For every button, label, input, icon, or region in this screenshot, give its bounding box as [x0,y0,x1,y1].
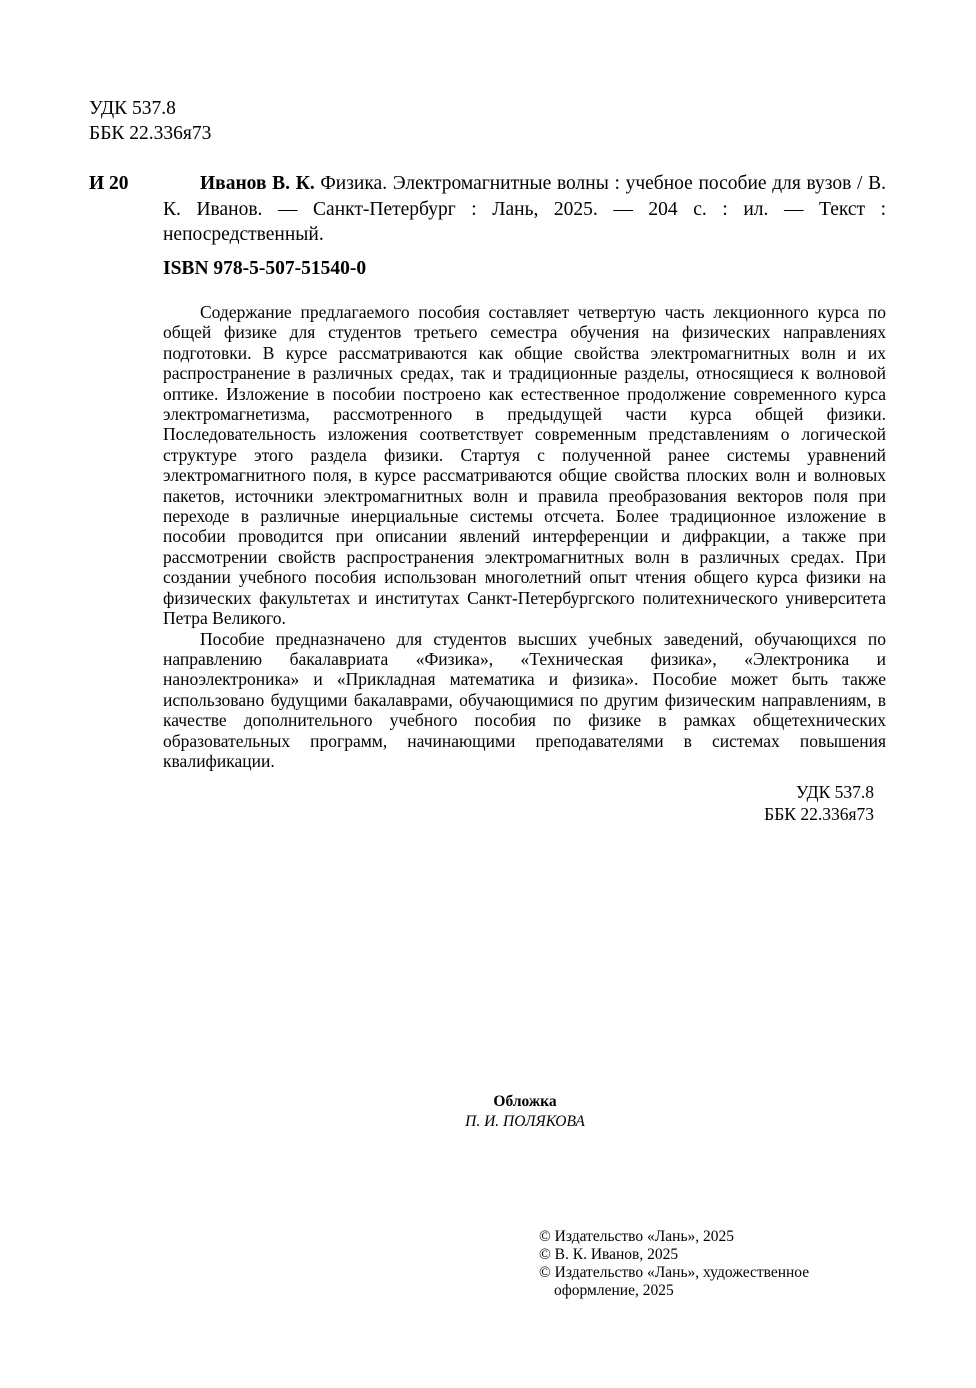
copyright-author: © В. К. Иванов, 2025 [539,1246,679,1263]
author-name: Иванов В. К. [200,173,315,194]
copyright-block [539,1228,879,1300]
udk-code: УДК 537.8 [89,98,176,119]
copyright-publisher: © Издательство «Лань», 2025 [539,1228,735,1245]
bibliographic-record [163,171,886,248]
bbk-code: ББК 22.336я73 [89,123,212,144]
isbn: ISBN 978-5-507-51540-0 [163,258,367,279]
bbk-code-repeat: ББК 22.336я73 [764,804,874,824]
classification-bottom [700,781,874,825]
bibliographic-description: Физика. Электромагнитные волны : учебное пособие для вузов / В. К. Иванов. — Санкт-Петербург : Лань, 2025. — 204 с. : ил. — Текст : непосредственный. [163,173,886,245]
cover-credit [400,1092,650,1132]
abstract-paragraph: Содержание предлагаемого пособия составляет четвертую часть лекционного курса по общей физике для студентов третьего семестра обучения на физических направлениях подготовки. В курсе рассматриваются как общие свойства электромагнитных волн и их распространение в различных средах, так и традиционные разделы, относящиеся к волновой оптике. Изложение в пособии построено как естественное продолжение современного курса электромагнетизма, рассмотренного в предыдущей части курса общей физики. Последовательность изложения соответствует современным представлениям о логической структуре этого раздела физики. Стартуя с полученной ранее системы уравнений электромагнитного поля, в курсе рассматриваются общие свойства плоских волн и волновых пакетов, источники электромагнитных волн и правила преобразования векторов поля при переходе в различные инерциальные системы отсчета. Более традиционное изложение в пособии проводится при описании явлений интерференции и дифракции, а также при рассмотрении свойств распространения электромагнитных волн в различных средах. При создании учебного пособия использован многолетний опыт чтения общего курса физики на физических факультетах и институтах Санкт-Петербургского политехнического университета Петра Великого. [163,302,886,629]
abstract-paragraph: Пособие предназначено для студентов высших учебных заведений, обучающихся по направлению бакалавриата «Физика», «Техническая физика», «Электроника и наноэлектроника» и «Прикладная математика и физика». Пособие может быть также использовано будущими бакалаврами, обучающимися по другим физическим направлениям, в качестве дополнительного учебного пособия по физике в рамках общетехнических образовательных программ, начинающими преподавателями в системах повышения квалификации. [163,628,886,771]
copyright-design: © Издательство «Лань», художественное [539,1264,810,1281]
abstract [163,302,886,771]
author-sign: И 20 [89,173,129,194]
classification-top [89,96,211,146]
cover-label: Обложка [493,1093,557,1110]
copyright-design-continued: оформление, 2025 [554,1282,674,1299]
cover-designer: П. И. ПОЛЯКОВА [465,1113,585,1130]
udk-code-repeat: УДК 537.8 [796,782,874,802]
